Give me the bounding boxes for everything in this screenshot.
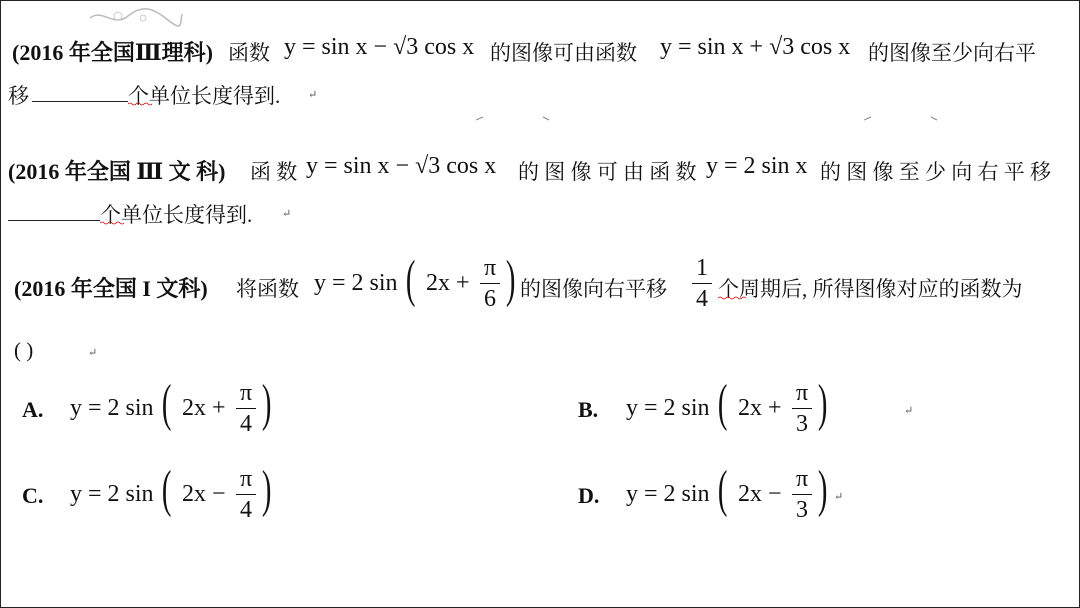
left-paren: ( [717,461,728,518]
right-paren: ) [261,375,272,432]
problem-1-text-3: 的图像至少向右平 [868,41,1036,65]
problem-3-arg: 2x + [426,270,470,296]
fraction-denominator: 3 [796,411,808,437]
fraction-denominator: 4 [240,497,252,523]
problem-2-text-2: 的 图 像 可 由 函 数 [518,160,697,184]
problem-1-text-2: 的图像可由函数 [490,41,637,65]
fraction-denominator: 6 [484,286,496,312]
left-paren: ( [161,461,172,518]
left-paren: ( [405,251,416,308]
problem-1-line2-end: 个单位长度得到. [128,84,281,108]
option-fraction [792,381,812,436]
problem-1-math-2: y = sin x + √3 cos x [660,34,851,60]
problem-2-text-3: 的 图 像 至 少 向 右 平 移 [820,160,1051,184]
tick-mark [476,116,484,121]
paragraph-mark-icon: ↵ [308,89,318,101]
tick-mark [542,116,550,121]
problem-3-text-2: 的图像向右平移 [520,277,667,301]
option-label: C. [22,483,44,508]
fraction-denominator: 3 [796,497,808,523]
right-paren: ) [817,375,828,432]
answer-blank-1 [32,101,128,102]
spellcheck-underline [100,221,124,225]
problem-2-math-2: y = 2 sin x [706,153,808,179]
problem-1-math-1: y = sin x − √3 cos x [284,34,475,60]
answer-paren: ( ) [14,338,34,362]
fraction-denominator: 4 [696,286,708,312]
ornament-decoration [88,6,183,30]
problem-2-math-1: y = sin x − √3 cos x [306,153,497,179]
fraction-numerator: π [795,380,809,406]
option-expr: y = 2 sin [70,481,154,507]
option-expr: y = 2 sin [70,395,154,421]
left-paren: ( [717,375,728,432]
fraction-numerator: π [483,255,497,281]
fraction-numerator: π [239,380,253,406]
fraction-numerator: π [239,466,253,492]
problem-3-tag: (2016 年全国 I 文科) [14,276,208,301]
paragraph-mark-icon: ↵ [282,208,292,220]
option-label: A. [22,397,44,422]
spellcheck-underline [128,102,152,106]
option-label: D. [578,483,600,508]
option-label: B. [578,397,599,422]
problem-3-text-3: 个周期后, 所得图像对应的函数为 [718,277,1023,301]
option-expr: y = 2 sin [626,395,710,421]
option-fraction [792,467,812,522]
fraction-numerator: π [795,466,809,492]
problem-2-tag: (2016 年全国 Ⅲ 文 科) [8,159,226,184]
option-arg: 2x + [182,395,226,421]
paragraph-mark-icon: ↵ [904,405,914,417]
fraction-numerator: 1 [696,255,708,281]
problem-2-line2-end: 个单位长度得到. [100,203,253,227]
tick-mark [864,116,872,121]
right-paren: ) [505,251,516,308]
option-arg: 2x − [182,481,226,507]
option-fraction [236,467,256,522]
left-paren: ( [161,375,172,432]
problem-3-text-1: 将函数 [236,277,299,301]
problem-1-text-1: 函数 [228,41,270,65]
right-paren: ) [261,461,272,518]
option-expr: y = 2 sin [626,481,710,507]
problem-2-text-1: 函 数 [250,160,298,184]
spellcheck-underline [718,296,746,300]
tick-mark [930,116,938,121]
right-paren: ) [817,461,828,518]
problem-1-tag: (2016 年全国Ⅲ理科) [12,40,213,65]
option-arg: 2x + [738,395,782,421]
option-fraction [236,381,256,436]
option-arg: 2x − [738,481,782,507]
paragraph-mark-icon: ↵ [834,491,844,503]
fraction-pi-over-6 [480,256,500,311]
answer-blank-2 [8,220,100,221]
paragraph-mark-icon: ↵ [88,347,98,359]
problem-1-line2-start: 移 [8,84,29,108]
fraction-one-quarter [692,256,712,311]
fraction-denominator: 4 [240,411,252,437]
problem-3-math-pre: y = 2 sin [314,270,398,296]
